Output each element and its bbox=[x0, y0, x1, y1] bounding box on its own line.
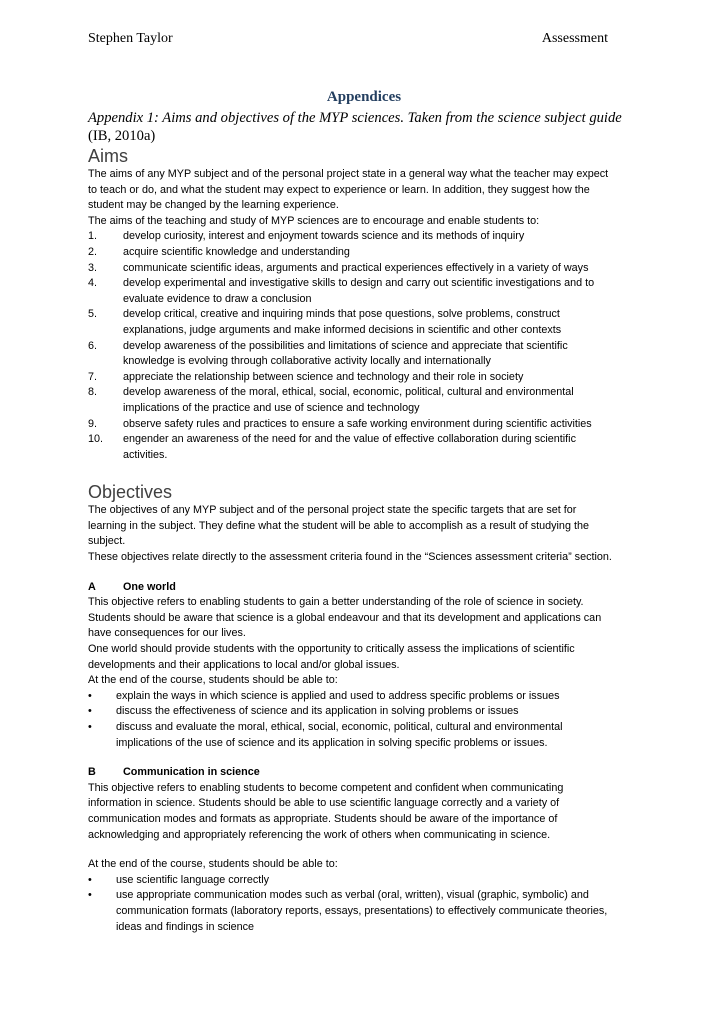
aim-item bbox=[88, 292, 640, 308]
list-item-text: develop critical, creative and inquiring minds that pose questions, solve problems, construct bbox=[123, 308, 560, 321]
list-indent bbox=[88, 920, 116, 936]
section-a-line: developments and their applications to local and/or global issues. bbox=[88, 658, 400, 671]
section-b-line: communication modes and formats as appropriate. Students should be aware of the importance of bbox=[88, 812, 558, 825]
bullet-item bbox=[88, 704, 640, 720]
list-item-text: develop awareness of the moral, ethical, social, economic, political, cultural and environmental bbox=[123, 386, 574, 399]
aim-item bbox=[88, 354, 640, 370]
bullet-item bbox=[88, 904, 640, 920]
aims-intro-line: student may be changed by the learning experience. bbox=[88, 199, 339, 212]
list-marker: 7. bbox=[88, 370, 98, 383]
section-b-letter: B bbox=[88, 766, 96, 779]
list-item-text: use scientific language correctly bbox=[116, 873, 270, 886]
aim-item bbox=[88, 339, 640, 355]
section-a-line: This objective refers to enabling students to gain a better understanding of the role of science in society. bbox=[88, 596, 584, 609]
section-b-line: information in science. Students should be able to use scientific language correctly and a variety of bbox=[88, 797, 560, 810]
aim-item bbox=[88, 276, 640, 292]
list-item-text: acquire scientific knowledge and understanding bbox=[123, 245, 350, 258]
section-b-title: Communication in science bbox=[123, 766, 260, 779]
list-marker: 4. bbox=[88, 277, 98, 290]
section-a-line: One world should provide students with the opportunity to critically assess the implications of scientific bbox=[88, 643, 575, 656]
section-a-bullets bbox=[88, 689, 640, 751]
list-item-text: ideas and findings in science bbox=[116, 920, 255, 933]
list-marker: • bbox=[88, 721, 92, 733]
objectives-intro bbox=[88, 503, 640, 565]
section-a-title: One world bbox=[123, 580, 176, 593]
objectives-intro-line: These objectives relate directly to the assessment criteria found in the “Sciences assessment criteria” section. bbox=[88, 551, 612, 564]
list-item-text: engender an awareness of the need for and the value of effective collaboration during scientific bbox=[123, 433, 576, 446]
bullet-item bbox=[88, 736, 640, 752]
list-indent bbox=[88, 323, 123, 339]
list-marker: • bbox=[88, 689, 92, 702]
section-b-line: This objective refers to enabling students to become competent and confident when communicating bbox=[88, 781, 564, 794]
bullet-item bbox=[88, 689, 640, 705]
appendix-subtitle: Appendix 1: Aims and objectives of the MYP sciences. Taken from the science subject guide bbox=[88, 110, 622, 126]
section-a-text bbox=[88, 595, 640, 689]
list-item-text: knowledge is evolving through collaborative activity locally and internationally bbox=[123, 355, 491, 368]
header-author: Stephen Taylor bbox=[88, 31, 173, 46]
bullet-item bbox=[88, 720, 640, 736]
section-b-bullets bbox=[88, 873, 640, 935]
aim-item bbox=[88, 229, 640, 245]
bullet-item bbox=[88, 873, 640, 889]
list-marker: 2. bbox=[88, 245, 98, 258]
list-marker: • bbox=[88, 873, 92, 886]
appendices-title: Appendices bbox=[326, 89, 402, 105]
list-marker: 5. bbox=[88, 308, 98, 321]
list-item-text: implications of the use of science and its application in solving specific problems or issues. bbox=[116, 736, 548, 749]
aim-item bbox=[88, 432, 640, 448]
aim-item bbox=[88, 245, 640, 261]
list-item-text: observe safety rules and practices to ensure a safe working environment during scientific activities bbox=[123, 417, 592, 430]
list-item-text: appreciate the relationship between science and technology and their role in society bbox=[123, 370, 524, 383]
aim-item bbox=[88, 385, 640, 401]
list-item-text: develop awareness of the possibilities and limitations of science and appreciate that scientific bbox=[123, 339, 568, 352]
aim-item bbox=[88, 448, 640, 464]
list-marker: • bbox=[88, 889, 92, 902]
aims-intro-line: The aims of the teaching and study of MYP sciences are to encourage and enable students to: bbox=[88, 214, 540, 227]
section-b-line: acknowledging and appropriately referencing the work of others when communicating in science. bbox=[88, 828, 551, 841]
list-marker: 9. bbox=[88, 417, 98, 430]
appendix-citation: (IB, 2010a) bbox=[88, 128, 156, 144]
list-indent bbox=[88, 401, 123, 417]
list-item-text: implications of the practice and use of science and technology bbox=[123, 401, 420, 414]
list-indent bbox=[88, 736, 116, 752]
list-marker: 3. bbox=[88, 261, 98, 274]
list-item-text: develop experimental and investigative skills to design and carry out scientific investigations and to bbox=[123, 277, 595, 290]
list-item-text: discuss the effectiveness of science and its application in solving problems or issues bbox=[116, 705, 519, 718]
aim-item bbox=[88, 261, 640, 277]
section-a-heading bbox=[88, 580, 640, 596]
list-item-text: explain the ways in which science is applied and used to address specific problems or issues bbox=[116, 689, 560, 702]
page-header bbox=[88, 30, 640, 47]
list-item-text: develop curiosity, interest and enjoyment towards science and its methods of inquiry bbox=[123, 230, 525, 243]
list-item-text: communication formats (laboratory reports, essays, presentations) to effectively communicate theories, bbox=[116, 904, 608, 917]
section-a-line: Students should be aware that science is a global endeavour and that its development and applications can bbox=[88, 611, 602, 624]
section-a-line: have consequences for our lives. bbox=[88, 627, 246, 640]
list-item-text: activities. bbox=[123, 448, 168, 461]
bullet-item bbox=[88, 920, 640, 936]
aims-list bbox=[88, 229, 640, 463]
objectives-intro-line: learning in the subject. They define what the student will be able to accomplish as a result of studying the bbox=[88, 519, 589, 532]
aims-intro-line: to teach or do, and what the student may expect to experience or learn. In addition, they suggest how the bbox=[88, 183, 590, 196]
list-item-text: discuss and evaluate the moral, ethical, social, economic, political, cultural and environmental bbox=[116, 721, 563, 733]
section-b-text bbox=[88, 781, 640, 843]
list-marker: 8. bbox=[88, 386, 98, 399]
list-indent bbox=[88, 448, 123, 464]
list-item-text: use appropriate communication modes such as verbal (oral, written), visual (graphic, symbolic) and bbox=[116, 889, 589, 902]
list-marker: 1. bbox=[88, 230, 98, 243]
bullet-item bbox=[88, 888, 640, 904]
aim-item bbox=[88, 417, 640, 433]
aim-item bbox=[88, 323, 640, 339]
section-b-heading bbox=[88, 765, 640, 781]
aims-intro bbox=[88, 167, 640, 229]
aim-item bbox=[88, 307, 640, 323]
list-marker: 10. bbox=[88, 433, 104, 446]
section-b-end-line: At the end of the course, students should be able to: bbox=[88, 858, 338, 871]
list-indent bbox=[88, 904, 116, 920]
section-a-line: At the end of the course, students should be able to: bbox=[88, 674, 338, 687]
list-marker: • bbox=[88, 705, 92, 718]
objectives-intro-line: The objectives of any MYP subject and of the personal project state the specific targets that are set for bbox=[88, 504, 577, 517]
header-label: Assessment bbox=[541, 31, 608, 46]
aim-item bbox=[88, 370, 640, 386]
objectives-intro-line: subject. bbox=[88, 535, 126, 548]
list-indent bbox=[88, 292, 123, 308]
aims-heading: Aims bbox=[88, 146, 128, 166]
list-marker: 6. bbox=[88, 339, 98, 352]
objectives-heading: Objectives bbox=[88, 482, 173, 503]
list-item-text: explanations, judge arguments and make informed decisions in scientific and other contexts bbox=[123, 323, 562, 336]
aims-intro-line: The aims of any MYP subject and of the personal project state in a general way what the teacher may expect bbox=[88, 168, 609, 180]
aim-item bbox=[88, 401, 640, 417]
list-item-text: communicate scientific ideas, arguments and practical experiences effectively in a variety of ways bbox=[123, 261, 589, 274]
list-item-text: evaluate evidence to draw a conclusion bbox=[123, 292, 312, 305]
list-indent bbox=[88, 354, 123, 370]
section-a-letter: A bbox=[88, 580, 96, 593]
